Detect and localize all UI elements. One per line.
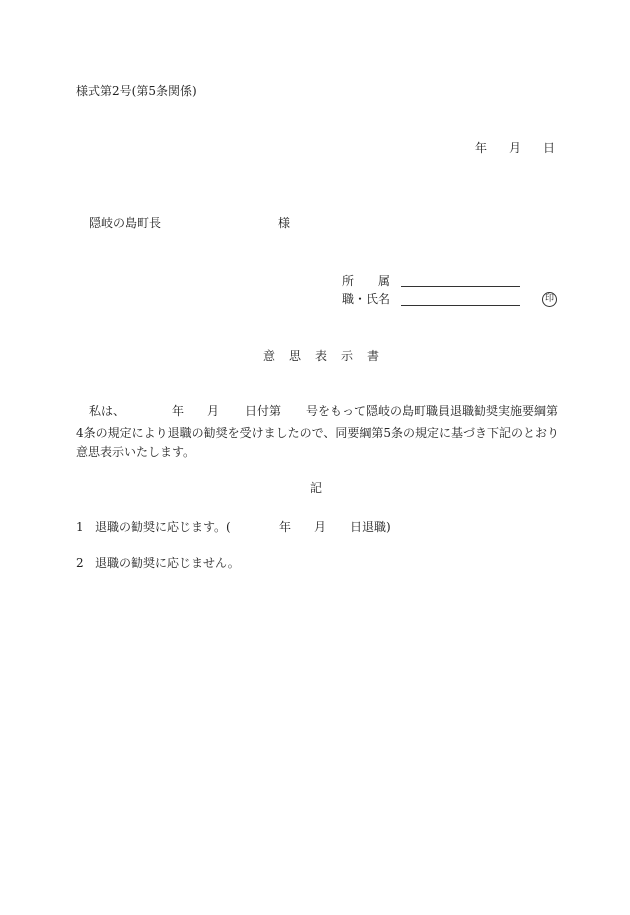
affiliation-field-line[interactable] — [401, 286, 520, 287]
body-line1-start: 私は、 — [89, 404, 126, 418]
form-number: 様式第2号(第5条関係) — [76, 84, 197, 98]
date-day-label: 日 — [543, 141, 556, 155]
item-number: 2 — [76, 556, 84, 570]
addressee-honorific: 様 — [278, 216, 291, 230]
body-line1-rest: 号をもって隠岐の島町職員退職勧奨実施要綱第 — [306, 404, 559, 418]
date-year-label: 年 — [475, 141, 488, 155]
date-month-label: 月 — [509, 141, 522, 155]
body-day-label: 日付第 — [245, 404, 282, 418]
addressee-name: 隠岐の島町長 — [89, 216, 162, 230]
body-month-label: 月 — [207, 404, 220, 418]
body-line3: 意思表示いたします。 — [76, 445, 196, 459]
document-title: 意 思 表 示 書 — [263, 349, 381, 363]
name-label: 職・氏名 — [342, 292, 391, 306]
body-line2: 4条の規定により退職の勧奨を受けましたので、同要綱第5条の規定に基づき下記のとおり — [76, 426, 560, 440]
item-year-label: 年 — [279, 520, 292, 534]
item-month-label: 月 — [314, 520, 327, 534]
item-text: 退職の勧奨に応じます。( — [95, 520, 231, 534]
item-text: 退職の勧奨に応じません。 — [95, 556, 240, 570]
affiliation-label: 所 属 — [342, 274, 391, 288]
name-field-line[interactable] — [401, 305, 520, 306]
body-year-label: 年 — [172, 404, 185, 418]
ki-heading: 記 — [310, 481, 323, 495]
item-day-label: 日退職) — [350, 520, 391, 534]
item-number: 1 — [76, 520, 84, 534]
seal-icon: 印 — [542, 292, 557, 307]
